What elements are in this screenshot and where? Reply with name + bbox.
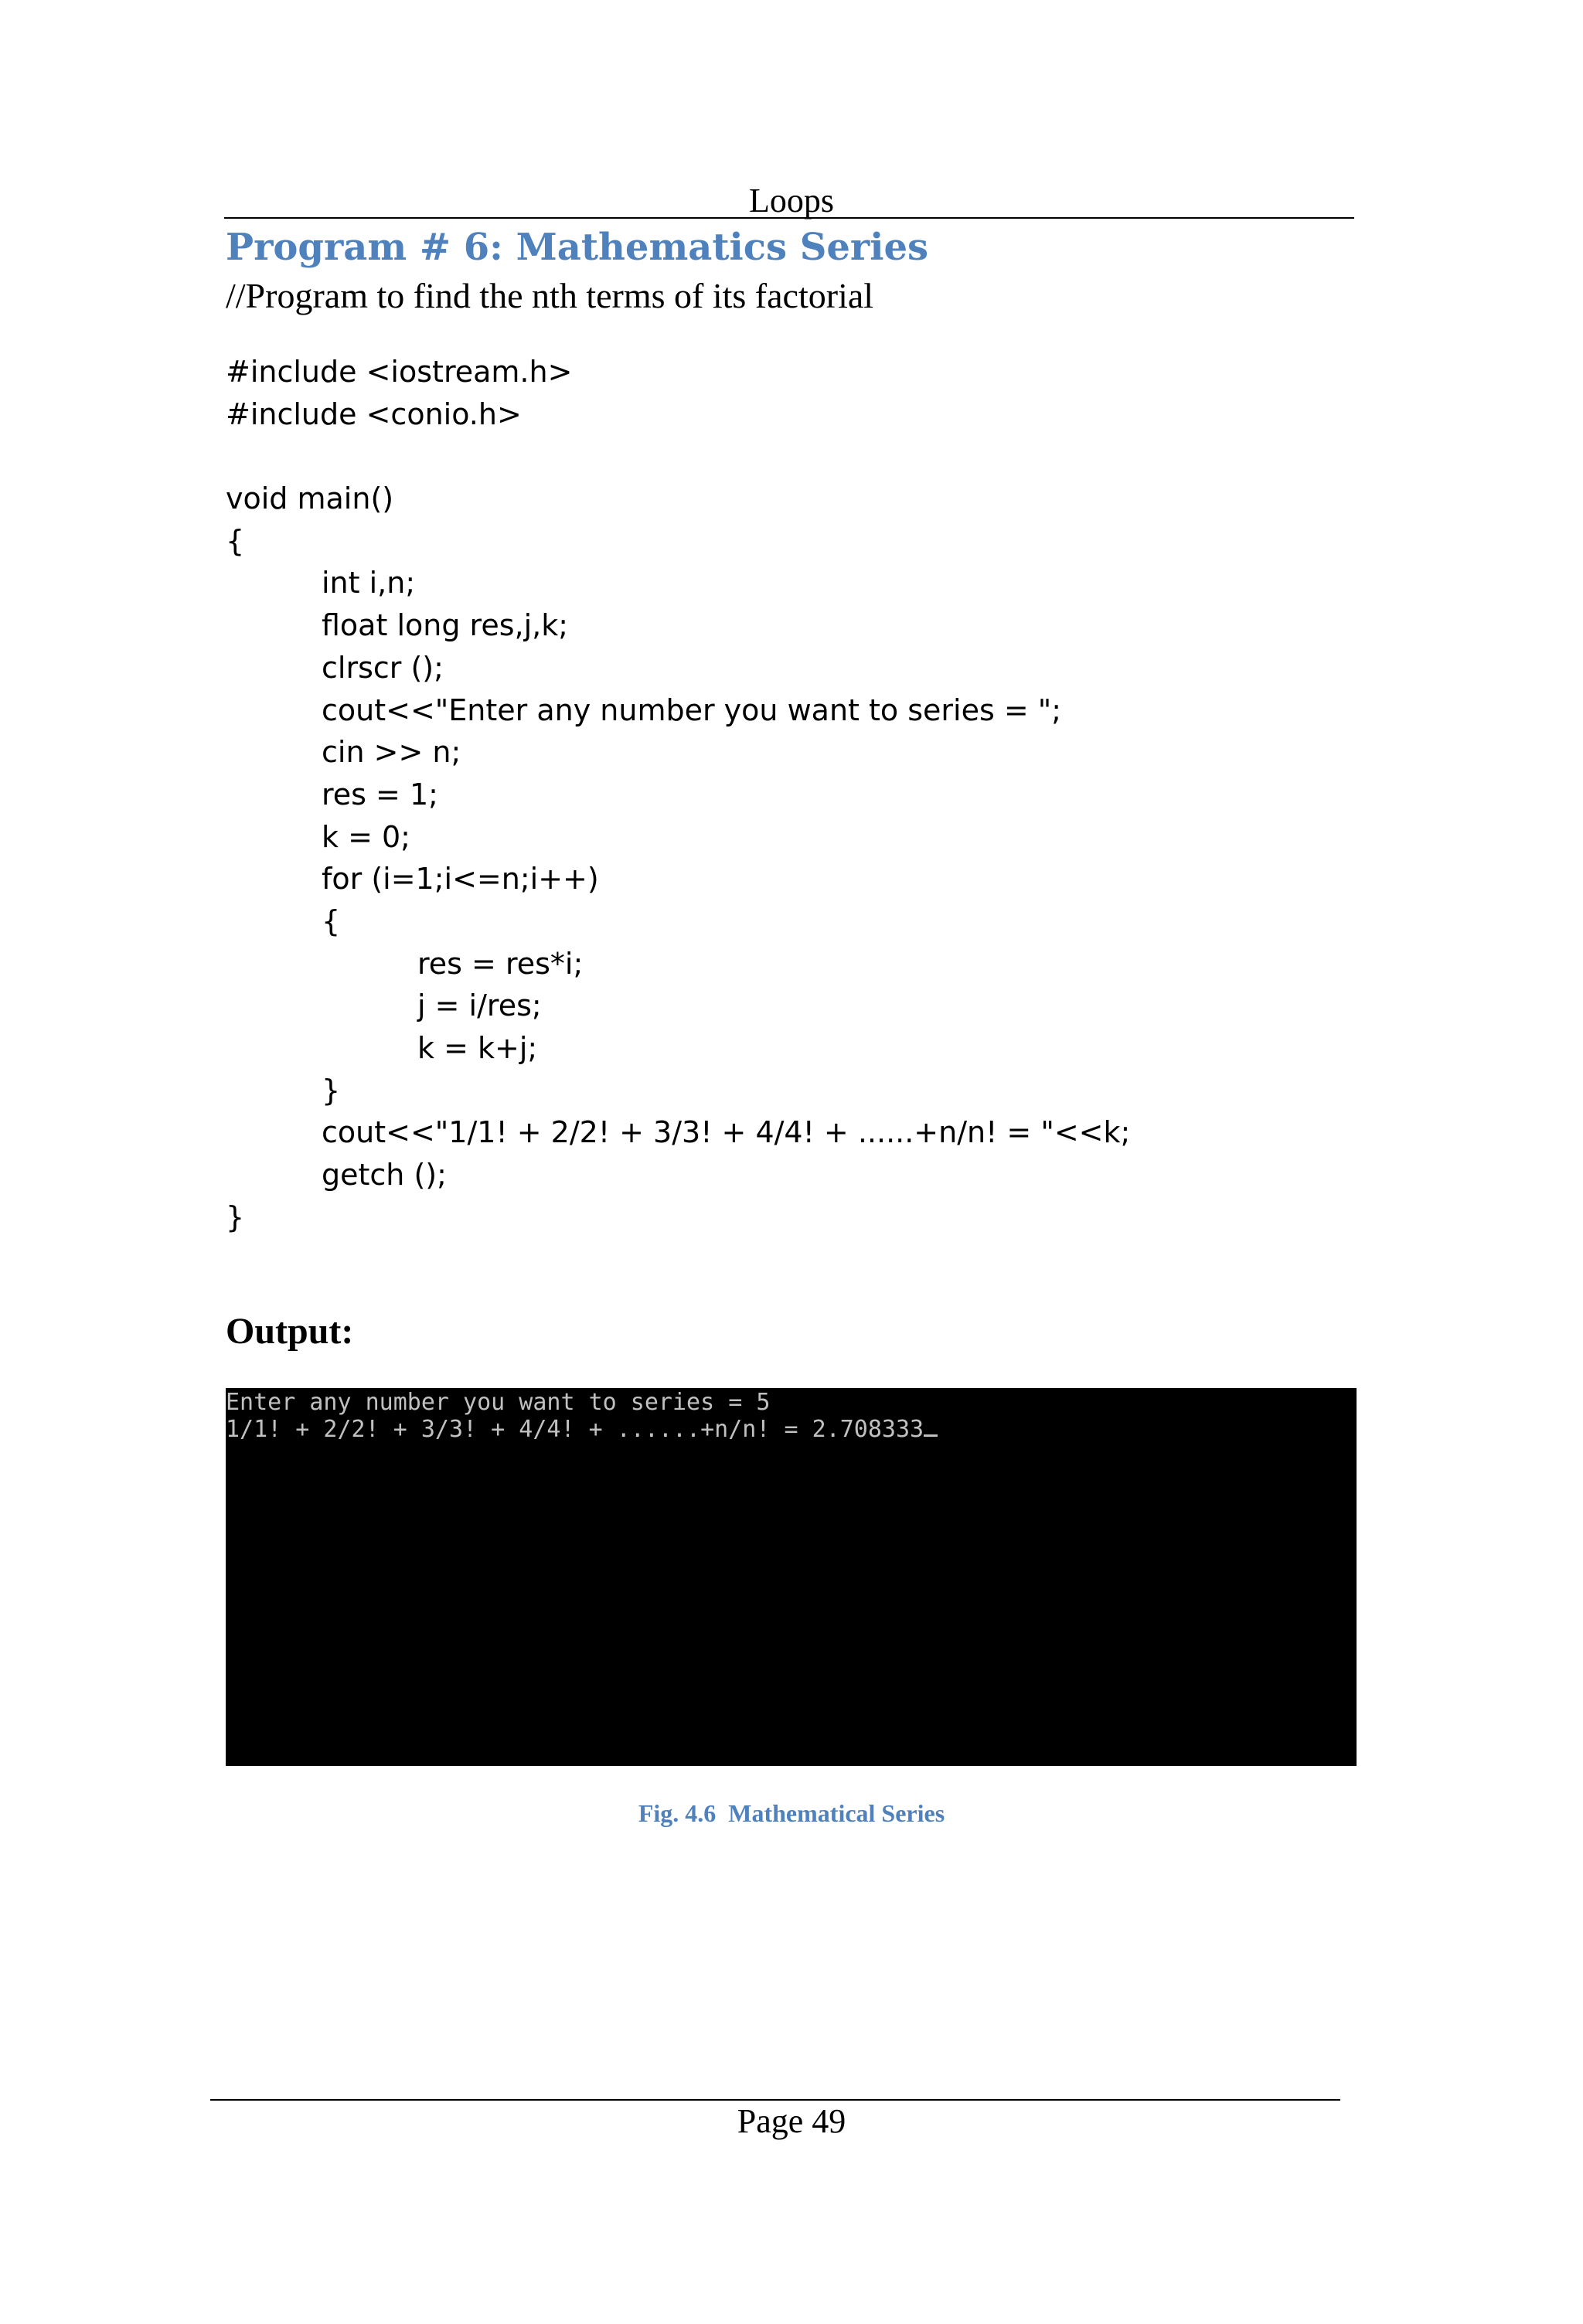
program-title: Program # 6: Mathematics Series <box>226 226 928 269</box>
code-listing <box>226 351 1130 1238</box>
running-header-title: Loops <box>749 182 834 219</box>
code-line: cout<<"1/1! + 2/2! + 3/3! + 4/4! + ......+n/n! = "<<k; <box>322 1115 1131 1150</box>
page-number: Page 49 <box>737 2102 846 2140</box>
code-line: getch (); <box>322 1158 447 1193</box>
code-line: res = res*i; <box>417 946 584 981</box>
program-comment: //Program to find the nth terms of its factorial <box>226 276 874 315</box>
code-line: k = 0; <box>322 819 410 854</box>
code-line: for (i=1;i<=n;i++) <box>322 862 599 897</box>
code-line: float long res,j,k; <box>322 608 569 643</box>
cursor-icon <box>924 1434 938 1437</box>
console-line: Enter any number you want to series = 5 <box>226 1389 771 1416</box>
code-line: #include <iostream.h> <box>226 355 573 389</box>
code-line: void main() <box>226 481 394 516</box>
code-line: clrscr (); <box>322 650 444 685</box>
console-line-result <box>226 1416 938 1444</box>
console-line-text: 1/1! + 2/2! + 3/3! + 4/4! + ......+n/n! = 2.708333 <box>226 1416 924 1443</box>
code-line: int i,n; <box>322 566 416 601</box>
figure-caption: Fig. 4.6 Mathematical Series <box>638 1799 945 1827</box>
output-heading: Output: <box>226 1311 354 1352</box>
code-line: { <box>226 523 245 558</box>
code-line: } <box>322 1073 341 1108</box>
code-line <box>226 435 1130 478</box>
code-line: j = i/res; <box>417 988 542 1023</box>
code-line: res = 1; <box>322 777 438 812</box>
console-output-screenshot <box>226 1388 1357 1766</box>
header-rule <box>224 217 1354 219</box>
code-line: } <box>226 1199 245 1234</box>
code-line: { <box>322 903 341 938</box>
code-line: cout<<"Enter any number you want to series = "; <box>322 692 1062 727</box>
code-line: k = k+j; <box>417 1031 538 1065</box>
code-line: #include <conio.h> <box>226 396 522 431</box>
code-line: cin >> n; <box>322 735 461 770</box>
